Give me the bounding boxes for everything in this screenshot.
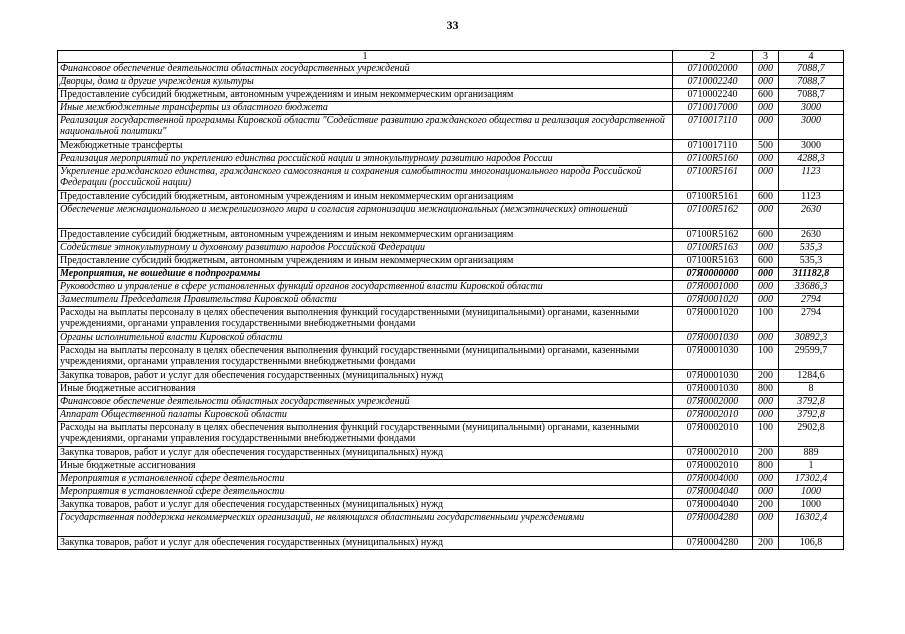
row-sum-cell: 1000	[779, 486, 844, 499]
row-name-cell: Финансовое обеспечение деятельности областных государственных учреждений	[58, 396, 673, 409]
row-type-cell: 600	[753, 229, 779, 242]
row-type-cell: 800	[753, 460, 779, 473]
row-sum-cell: 1123	[779, 166, 844, 191]
row-sum-cell: 535,3	[779, 242, 844, 255]
row-code-cell: 07100R5160	[673, 153, 753, 166]
table-row	[58, 383, 844, 396]
row-type-cell: 000	[753, 512, 779, 537]
row-name-cell: Закупка товаров, работ и услуг для обеспечения государственных (муниципальных) нужд	[58, 447, 673, 460]
row-code-cell: 07Я0004040	[673, 486, 753, 499]
row-name-cell: Дворцы, дома и другие учреждения культуры	[58, 76, 673, 89]
row-name-cell: Иные бюджетные ассигнования	[58, 383, 673, 396]
row-code-cell: 07Я0001030	[673, 332, 753, 345]
table-row	[58, 166, 844, 191]
row-type-cell: 000	[753, 409, 779, 422]
row-sum-cell: 29599,7	[779, 345, 844, 370]
row-code-cell: 07100R5162	[673, 229, 753, 242]
table-row	[58, 268, 844, 281]
row-name-cell: Мероприятия в установленной сфере деятельности	[58, 486, 673, 499]
page-number: 33	[446, 18, 459, 32]
row-sum-cell: 7088,7	[779, 89, 844, 102]
row-name-cell: Реализация государственной программы Кировской области "Содействие развитию гражданского общества и реализация государственной национальной политики"	[58, 115, 673, 140]
table-row	[58, 102, 844, 115]
row-type-cell: 600	[753, 191, 779, 204]
table-row	[58, 512, 844, 537]
row-name-cell: Государственная поддержка некоммерческих организаций, не являющихся областными государственными учреждениями	[58, 512, 673, 537]
row-name-cell: Закупка товаров, работ и услуг для обеспечения государственных (муниципальных) нужд	[58, 370, 673, 383]
row-type-cell: 000	[753, 281, 779, 294]
row-sum-cell: 2902,8	[779, 422, 844, 447]
row-sum-cell: 535,3	[779, 255, 844, 268]
row-code-cell: 0710017110	[673, 115, 753, 140]
row-code-cell: 07Я0001030	[673, 345, 753, 370]
row-type-cell: 000	[753, 102, 779, 115]
row-code-cell: 0710002240	[673, 89, 753, 102]
row-type-cell: 000	[753, 76, 779, 89]
table-row	[58, 460, 844, 473]
budget-table-body	[58, 51, 844, 550]
row-type-cell: 100	[753, 422, 779, 447]
table-row	[58, 473, 844, 486]
row-type-cell: 000	[753, 332, 779, 345]
row-sum-cell: 4288,3	[779, 153, 844, 166]
row-sum-cell: 16302,4	[779, 512, 844, 537]
row-type-cell: 000	[753, 268, 779, 281]
row-type-cell: 600	[753, 255, 779, 268]
table-row	[58, 140, 844, 153]
row-sum-cell: 7088,7	[779, 63, 844, 76]
row-code-cell: 07Я0002010	[673, 409, 753, 422]
table-row	[58, 486, 844, 499]
table-row	[58, 76, 844, 89]
row-code-cell: 07Я0001020	[673, 294, 753, 307]
table-row	[58, 370, 844, 383]
row-name-cell: Мероприятия в установленной сфере деятельности	[58, 473, 673, 486]
row-sum-cell: 17302,4	[779, 473, 844, 486]
table-row	[58, 242, 844, 255]
row-type-cell: 000	[753, 396, 779, 409]
table-row	[58, 115, 844, 140]
table-row	[58, 153, 844, 166]
header-row	[58, 51, 844, 63]
row-name-cell: Расходы на выплаты персоналу в целях обеспечения выполнения функций государственными (муниципальными) органами, казенными учреждениями, органами управления государственными внебюджетными фондами	[58, 345, 673, 370]
row-code-cell: 07100R5163	[673, 242, 753, 255]
row-type-cell: 000	[753, 242, 779, 255]
row-sum-cell: 3792,8	[779, 409, 844, 422]
row-code-cell: 0710017000	[673, 102, 753, 115]
row-sum-cell: 7088,7	[779, 76, 844, 89]
row-name-cell: Закупка товаров, работ и услуг для обеспечения государственных (муниципальных) нужд	[58, 537, 673, 550]
row-type-cell: 000	[753, 63, 779, 76]
table-row	[58, 229, 844, 242]
row-name-cell: Закупка товаров, работ и услуг для обеспечения государственных (муниципальных) нужд	[58, 499, 673, 512]
row-name-cell: Расходы на выплаты персоналу в целях обеспечения выполнения функций государственными (муниципальными) органами, казенными учреждениями, органами управления государственными внебюджетными фондами	[58, 422, 673, 447]
row-code-cell: 07Я0004280	[673, 512, 753, 537]
table-row	[58, 409, 844, 422]
row-name-cell: Заместители Председателя Правительства Кировской области	[58, 294, 673, 307]
row-code-cell: 07Я0001030	[673, 383, 753, 396]
row-type-cell: 000	[753, 153, 779, 166]
row-sum-cell: 3000	[779, 102, 844, 115]
row-name-cell: Укрепление гражданского единства, гражданского самосознания и сохранения самобытности многонационального народа Российской Федерации (российской нации)	[58, 166, 673, 191]
row-name-cell: Предоставление субсидий бюджетным, автономным учреждениям и иным некоммерческим организациям	[58, 89, 673, 102]
row-type-cell: 000	[753, 166, 779, 191]
row-type-cell: 500	[753, 140, 779, 153]
row-type-cell: 200	[753, 447, 779, 460]
row-code-cell: 07Я0001030	[673, 370, 753, 383]
header-col-1: 1	[58, 51, 673, 63]
row-sum-cell: 3000	[779, 115, 844, 140]
row-sum-cell: 889	[779, 447, 844, 460]
row-type-cell: 100	[753, 307, 779, 332]
row-code-cell: 07Я0002010	[673, 422, 753, 447]
row-code-cell: 07Я0000000	[673, 268, 753, 281]
row-code-cell: 07Я0001020	[673, 307, 753, 332]
row-sum-cell: 2630	[779, 229, 844, 242]
row-code-cell: 07Я0004000	[673, 473, 753, 486]
table-row	[58, 396, 844, 409]
row-name-cell: Предоставление субсидий бюджетным, автономным учреждениям и иным некоммерческим организациям	[58, 229, 673, 242]
table-row	[58, 294, 844, 307]
budget-table	[57, 50, 844, 550]
table-row	[58, 447, 844, 460]
table-row	[58, 345, 844, 370]
row-code-cell: 07100R5163	[673, 255, 753, 268]
row-name-cell: Содействие этнокультурному и духовному развитию народов Российской Федерации	[58, 242, 673, 255]
row-sum-cell: 3000	[779, 140, 844, 153]
row-code-cell: 0710002240	[673, 76, 753, 89]
row-name-cell: Предоставление субсидий бюджетным, автономным учреждениям и иным некоммерческим организациям	[58, 191, 673, 204]
row-sum-cell: 106,8	[779, 537, 844, 550]
row-name-cell: Реализация мероприятий по укреплению единства российской нации и этнокультурному развитию народов России	[58, 153, 673, 166]
row-type-cell: 200	[753, 537, 779, 550]
table-row	[58, 307, 844, 332]
row-type-cell: 000	[753, 204, 779, 229]
header-col-2: 2	[673, 51, 753, 63]
table-row	[58, 332, 844, 345]
row-sum-cell: 311182,8	[779, 268, 844, 281]
row-code-cell: 0710002000	[673, 63, 753, 76]
row-name-cell: Иные бюджетные ассигнования	[58, 460, 673, 473]
row-type-cell: 600	[753, 89, 779, 102]
row-type-cell: 000	[753, 473, 779, 486]
row-sum-cell: 33686,3	[779, 281, 844, 294]
row-code-cell: 07Я0002010	[673, 460, 753, 473]
row-name-cell: Мероприятия, не вошедшие в подпрограммы	[58, 268, 673, 281]
row-sum-cell: 8	[779, 383, 844, 396]
row-sum-cell: 30892,3	[779, 332, 844, 345]
row-sum-cell: 3792,8	[779, 396, 844, 409]
row-type-cell: 200	[753, 370, 779, 383]
row-sum-cell: 1	[779, 460, 844, 473]
header-col-3: 3	[753, 51, 779, 63]
row-code-cell: 0710017110	[673, 140, 753, 153]
row-name-cell: Межбюджетные трансферты	[58, 140, 673, 153]
table-row	[58, 89, 844, 102]
row-code-cell: 07Я0004280	[673, 537, 753, 550]
table-row	[58, 422, 844, 447]
table-row	[58, 281, 844, 294]
row-code-cell: 07Я0001000	[673, 281, 753, 294]
row-sum-cell: 2630	[779, 204, 844, 229]
row-sum-cell: 2794	[779, 307, 844, 332]
row-code-cell: 07Я0002000	[673, 396, 753, 409]
table-row	[58, 537, 844, 550]
row-sum-cell: 1000	[779, 499, 844, 512]
table-row	[58, 499, 844, 512]
row-sum-cell: 2794	[779, 294, 844, 307]
row-name-cell: Аппарат Общественной палаты Кировской области	[58, 409, 673, 422]
row-code-cell: 07100R5161	[673, 166, 753, 191]
table-row	[58, 63, 844, 76]
table-row	[58, 191, 844, 204]
row-name-cell: Обеспечение межнационального и межрелигиозного мира и согласия гармонизации межнациональных (межэтнических) отношений	[58, 204, 673, 229]
row-code-cell: 07100R5162	[673, 204, 753, 229]
row-type-cell: 100	[753, 345, 779, 370]
row-code-cell: 07100R5161	[673, 191, 753, 204]
row-code-cell: 07Я0004040	[673, 499, 753, 512]
row-sum-cell: 1123	[779, 191, 844, 204]
row-type-cell: 000	[753, 486, 779, 499]
row-name-cell: Руководство и управление в сфере установленных функций органов государственной власти Кировской области	[58, 281, 673, 294]
table-row	[58, 255, 844, 268]
row-name-cell: Иные межбюджетные трансферты из областного бюджета	[58, 102, 673, 115]
header-col-4: 4	[779, 51, 844, 63]
table-row	[58, 204, 844, 229]
row-code-cell: 07Я0002010	[673, 447, 753, 460]
row-type-cell: 000	[753, 115, 779, 140]
row-name-cell: Финансовое обеспечение деятельности областных государственных учреждений	[58, 63, 673, 76]
row-type-cell: 000	[753, 294, 779, 307]
row-name-cell: Предоставление субсидий бюджетным, автономным учреждениям и иным некоммерческим организациям	[58, 255, 673, 268]
row-type-cell: 800	[753, 383, 779, 396]
row-name-cell: Расходы на выплаты персоналу в целях обеспечения выполнения функций государственными (муниципальными) органами, казенными учреждениями, органами управления государственными внебюджетными фондами	[58, 307, 673, 332]
row-type-cell: 200	[753, 499, 779, 512]
row-sum-cell: 1284,6	[779, 370, 844, 383]
row-name-cell: Органы исполнительной власти Кировской области	[58, 332, 673, 345]
